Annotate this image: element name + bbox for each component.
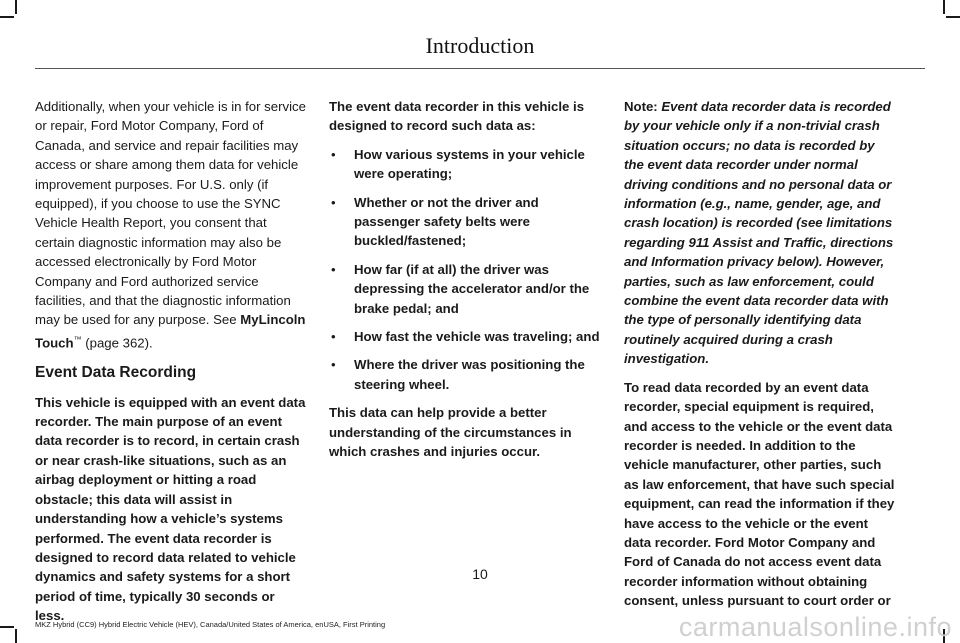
list-item: • How far (if at all) the driver was depressing the accelerator and/or the brake pedal; and — [329, 260, 601, 318]
crop-mark-bottom-left-horizontal — [0, 626, 14, 628]
watermark-logo: carmanualsonline.info — [678, 612, 952, 642]
edr-closing-paragraph: This data can help provide a better understanding of the circumstances in which crashes and injuries occur. — [329, 405, 572, 460]
list-item: • How fast the vehicle was traveling; and — [329, 327, 601, 346]
column-right — [624, 97, 896, 620]
page-reference: (page 362). — [81, 335, 153, 351]
note-text: Event data recorder data is recorded by your vehicle only if a non-trivial crash situation occurs; no data is recorded by the event data recorder under normal driving conditions and no personal data or information (e.g., name, gender, age, and crash location) is recorded (see limitations regarding 911 Assist and Traffic, directions and Information privacy below). However, parties, such as law enforcement, could combine the event data recorder data with the type of personally identifying data routinely acquired during a crash investigation. — [624, 99, 894, 367]
crop-mark-top-right-horizontal — [946, 16, 960, 18]
page-title: Introduction — [425, 33, 535, 58]
footer-publication-info: MKZ Hybrid (CC9) Hybrid Electric Vehicle (HEV), Canada/United States of America, enUSA, First Printing — [35, 620, 386, 629]
column-left — [35, 97, 307, 635]
list-item: • Where the driver was positioning the steering wheel. — [329, 355, 601, 394]
edr-access-paragraph: To read data recorded by an event data recorder, special equipment is required, and access to the vehicle or the event data recorder is needed. In addition to the vehicle manufacturer, other parties, such as law enforcement, that have such special equipment, can read the information if they have access to the vehicle or the event data recorder. Ford Motor Company and Ford of Canada do not access event data recorder information without obtaining consent, unless pursuant to court order or — [624, 379, 895, 609]
column-middle — [329, 97, 601, 471]
intro-text: Additionally, when your vehicle is in for service or repair, Ford Motor Company, Ford of Canada, and service and repair facilities may access or share among them data for vehicle improvement purposes. For U.S. only (if equipped), if you choose to use the SYNC Vehicle Health Report, you consent that certain diagnostic information may also be accessed electronically by Ford Motor Company and Ford authorized service facilities, and that the diagnostic information may be used for any purpose. See — [35, 99, 306, 328]
edr-list-lead: The event data recorder in this vehicle is designed to record such data as: — [329, 99, 585, 134]
crop-mark-top-right-vertical — [943, 0, 945, 14]
page-number: 10 — [472, 566, 488, 582]
section-heading: Event Data Recording — [35, 363, 197, 381]
note-label: Note: — [624, 99, 658, 114]
edr-paragraph: This vehicle is equipped with an event data recorder. The main purpose of an event data recorder is to record, in certain crash or near crash-like situations, such as an airbag deployment or hitting a road obstacle; this data will assist in understanding how a vehicle’s systems performed. The event data recorder is designed to record data related to vehicle dynamics and safety systems for a short period of time, typically 30 seconds or less. — [35, 394, 306, 624]
crop-mark-top-left-vertical — [15, 0, 17, 14]
crop-mark-bottom-left-vertical — [15, 629, 17, 643]
header-divider — [35, 68, 925, 69]
intro-paragraph — [35, 97, 307, 353]
edr-data-list — [329, 145, 601, 394]
trademark-symbol: ™ — [73, 334, 82, 344]
mylincoln-touch-link[interactable]: MyLincoln Touch — [35, 312, 306, 351]
list-item: • How various systems in your vehicle were operating; — [329, 145, 601, 184]
note-paragraph — [624, 97, 896, 369]
crop-mark-top-left-horizontal — [0, 16, 14, 18]
list-item: • Whether or not the driver and passenger safety belts were buckled/fastened; — [329, 193, 601, 251]
